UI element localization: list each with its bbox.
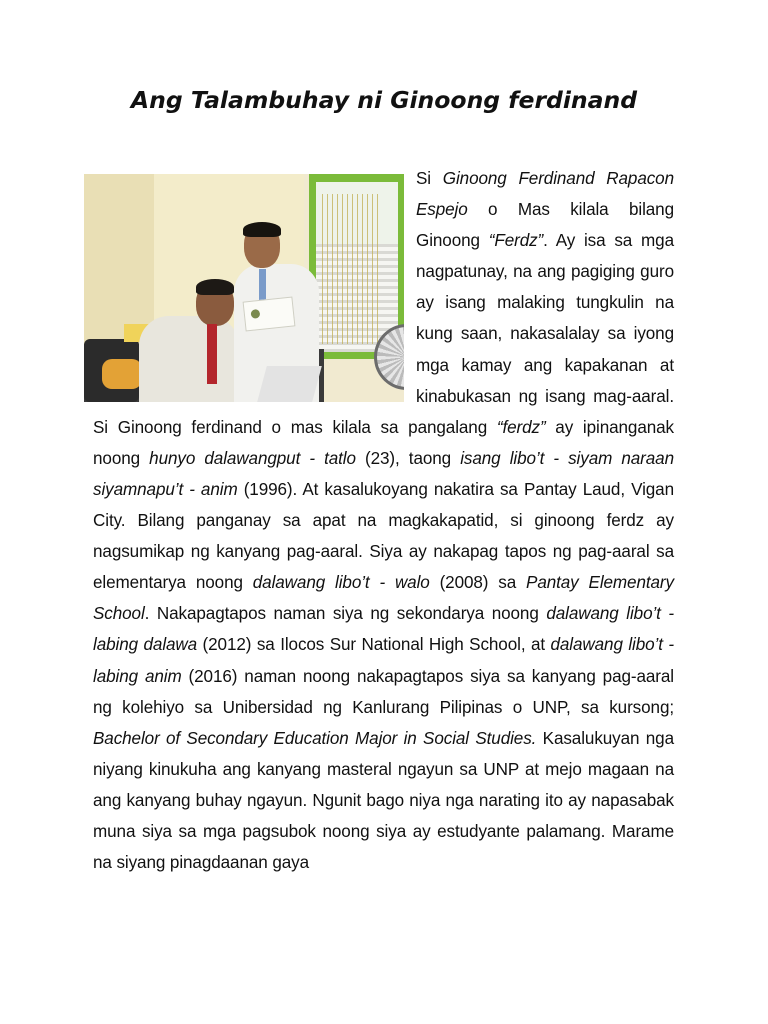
italic-text-run: isang libo’t - siyam naraan siyamnapu’t - anim	[93, 448, 674, 499]
italic-text-run: dalawang libo’t - walo	[252, 573, 430, 593]
certificate	[243, 296, 296, 331]
photo-two-teachers-with-certificate	[84, 174, 404, 402]
italic-text-run: “ferdz”	[496, 417, 546, 437]
text-run: Si	[416, 169, 443, 188]
text-run: . Nakapagtapos naman siya ng sekondarya noong	[144, 604, 547, 624]
text-run: (2012) sa Ilocos Sur National High School, at	[197, 635, 551, 655]
italic-text-run: Pantay Elementary School	[93, 573, 674, 624]
text-run: o Mas kilala bilang Ginoong	[416, 200, 674, 251]
text-run: Kasalukuyan nga niyang kinukuha ang kanyang masteral ngayun sa UNP at mejo magaan na ang kanyang buhay ngayun. Ngunit bago niya nga narating ito ay napasabak muna siya sa mga pagsubok noong siya ay estudyante palamang. Marame na siyang pinagdaanan gaya	[93, 728, 674, 873]
text-run: (2016) naman noong nakapagtapos siya sa kanyang pag-aaral ng kolehiyo sa Unibersidad ng Kanlurang Pilipinas o UNP, sa kursong;	[93, 666, 674, 717]
seated-person	[139, 316, 239, 402]
biography-paragraph	[93, 163, 674, 878]
italic-text-run: Ginoong Ferdinand Rapacon Espejo	[416, 169, 674, 220]
text-run: ay ipinanganak noong	[93, 417, 674, 468]
italic-text-run: hunyo dalawangput - tatlo	[149, 448, 356, 468]
text-run: . Ay isa sa mga nagpatunay, na ang pagiging guro ay isang malaking tungkulin na kung saan, nakasalalay sa iyong mga kamay ang kapakanan at kinabukasan ng isang mag-aaral. Si Ginoong ferdinand o mas kilala sa pangalang	[93, 231, 674, 437]
text-run: (23), taong	[355, 448, 461, 468]
text-run: (2008) sa	[429, 573, 527, 593]
italic-text-run: “Ferdz”	[488, 231, 544, 251]
italic-text-run: dalawang libo’t - labing anim	[93, 635, 674, 686]
bead-curtain	[322, 194, 382, 344]
page-title: Ang Talambuhay ni Ginoong ferdinand	[130, 86, 638, 114]
italic-text-run: Bachelor of Secondary Education Major in Social Studies.	[93, 728, 537, 748]
italic-text-run: dalawang libo’t - labing dalawa	[93, 604, 674, 655]
text-run: (1996). At kasalukoyang nakatira sa Pantay Laud, Vigan City. Bilang panganay sa apat na magkakapatid, si ginoong ferdz ay nagsumikap ng kanyang pag-aaral. Siya ay nakapag tapos ng pag-aaral sa elementarya noong	[93, 479, 674, 593]
